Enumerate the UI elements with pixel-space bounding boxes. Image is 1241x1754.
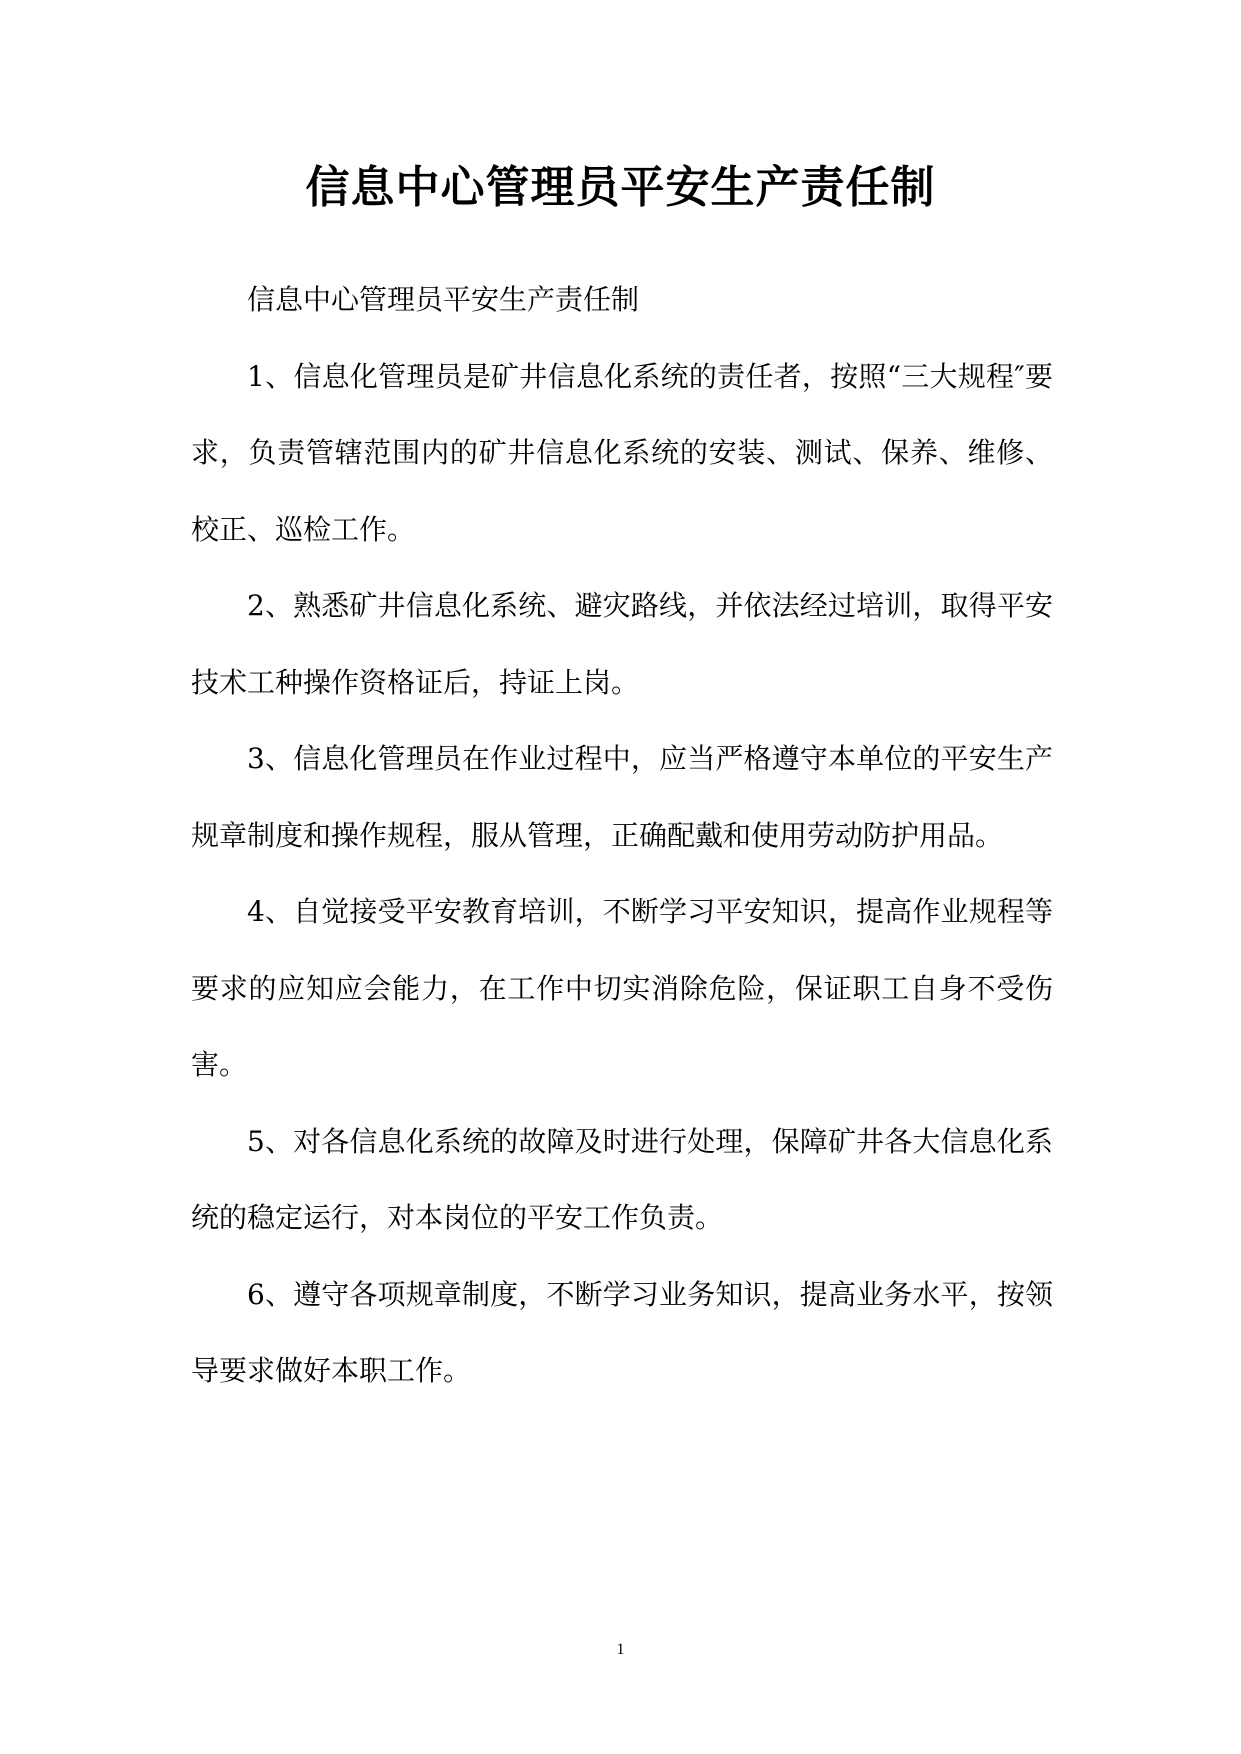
document-title: 信息中心管理员平安生产责任制 [305,162,936,213]
document-body [191,262,1053,1410]
paragraph-2: 2、熟悉矿井信息化系统、避灾路线，并依法经过培训，取得平安技术工种操作资格证后，持证上岗。 [191,589,1053,699]
paragraph-4: 4、自觉接受平安教育培训，不断学习平安知识，提高作业规程等要求的应知应会能力，在工作中切实消除危险，保证职工自身不受伤害。 [191,895,1053,1081]
paragraph-3: 3、信息化管理员在作业过程中，应当严格遵守本单位的平安生产规章制度和操作规程，服从管理，正确配戴和使用劳动防护用品。 [191,742,1053,852]
paragraph-5: 5、对各信息化系统的故障及时进行处理，保障矿井各大信息化系统的稳定运行，对本岗位的平安工作负责。 [191,1124,1053,1234]
document-subtitle: 信息中心管理员平安生产责任制 [247,283,640,316]
paragraph-6: 6、遵守各项规章制度，不断学习业务知识，提高业务水平，按领导要求做好本职工作。 [191,1277,1053,1387]
paragraph-1: 1、信息化管理员是矿井信息化系统的责任者，按照“三大规程″要求，负责管辖范围内的矿井信息化系统的安装、测试、保养、维修、校正、巡检工作。 [191,359,1053,546]
page-number: 1 [616,1641,625,1658]
